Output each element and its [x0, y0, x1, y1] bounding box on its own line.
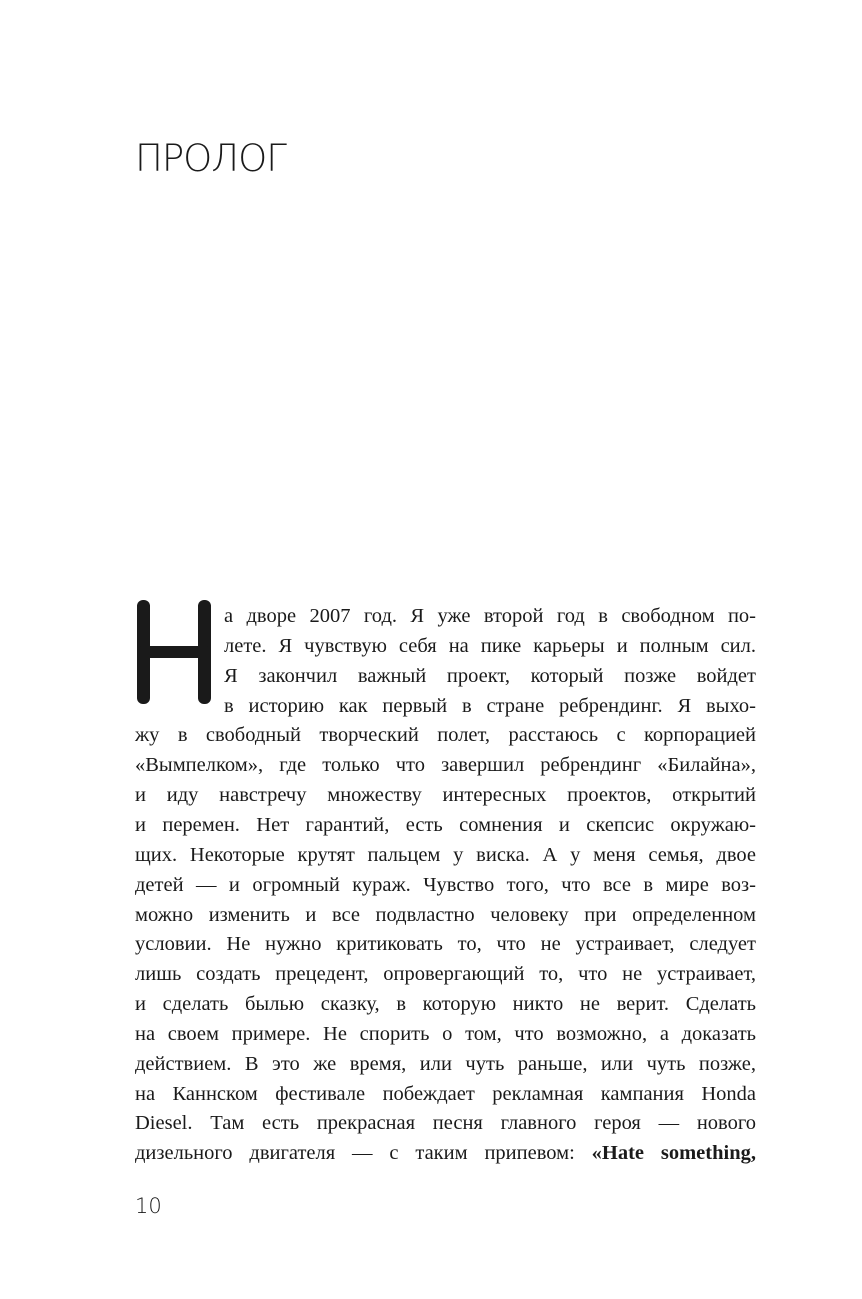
text-line: Diesel. Там есть прекрасная песня главного героя — нового: [135, 1112, 756, 1134]
page-number: 10: [135, 1194, 162, 1218]
text-line: лете. Я чувствую себя на пике карьеры и полным сил.: [224, 635, 756, 657]
text-line-bold-quote: «Hate something,: [591, 1142, 756, 1164]
text-line: на Каннском фестивале побеждает рекламная кампания Honda: [135, 1083, 756, 1105]
text-line: жу в свободный творческий полет, расстаюсь с корпорацией: [135, 724, 756, 746]
text-line: а дворе 2007 год. Я уже второй год в свободном по-: [224, 605, 756, 627]
text-line-last: [135, 1143, 756, 1164]
text-line: действием. В это же время, или чуть раньше, или чуть позже,: [135, 1053, 756, 1075]
text-line: «Вымпелком», где только что завершил ребрендинг «Билайна»,: [135, 754, 756, 776]
text-line: условии. Не нужно критиковать то, что не устраивает, следует: [135, 933, 756, 955]
text-line: можно изменить и все подвластно человеку при определенном: [135, 904, 756, 926]
chapter-title: ПРОЛОГ: [135, 137, 286, 180]
text-line: и перемен. Нет гарантий, есть сомнения и скепсис окружаю-: [135, 814, 756, 836]
text-line: и сделать былью сказку, в которую никто не верит. Сделать: [135, 993, 756, 1015]
text-line: Я закончил важный проект, который позже войдет: [224, 665, 756, 687]
drop-cap-crossbar: [137, 646, 211, 658]
text-line: на своем примере. Не спорить о том, что возможно, а доказать: [135, 1023, 756, 1045]
text-line: детей — и огромный кураж. Чувство того, что все в мире воз-: [135, 874, 756, 896]
text-line: лишь создать прецедент, опровергающий то, что не устраивает,: [135, 963, 756, 985]
text-line-plain: дизельного двигателя — с таким припевом:: [135, 1142, 592, 1164]
text-line: в историю как первый в стране ребрендинг. Я выхо-: [224, 695, 756, 717]
text-line: и иду навстречу множеству интересных проектов, открытий: [135, 784, 756, 806]
text-line: щих. Некоторые крутят пальцем у виска. А у меня семья, двое: [135, 844, 756, 866]
drop-cap-letter: [133, 596, 215, 706]
